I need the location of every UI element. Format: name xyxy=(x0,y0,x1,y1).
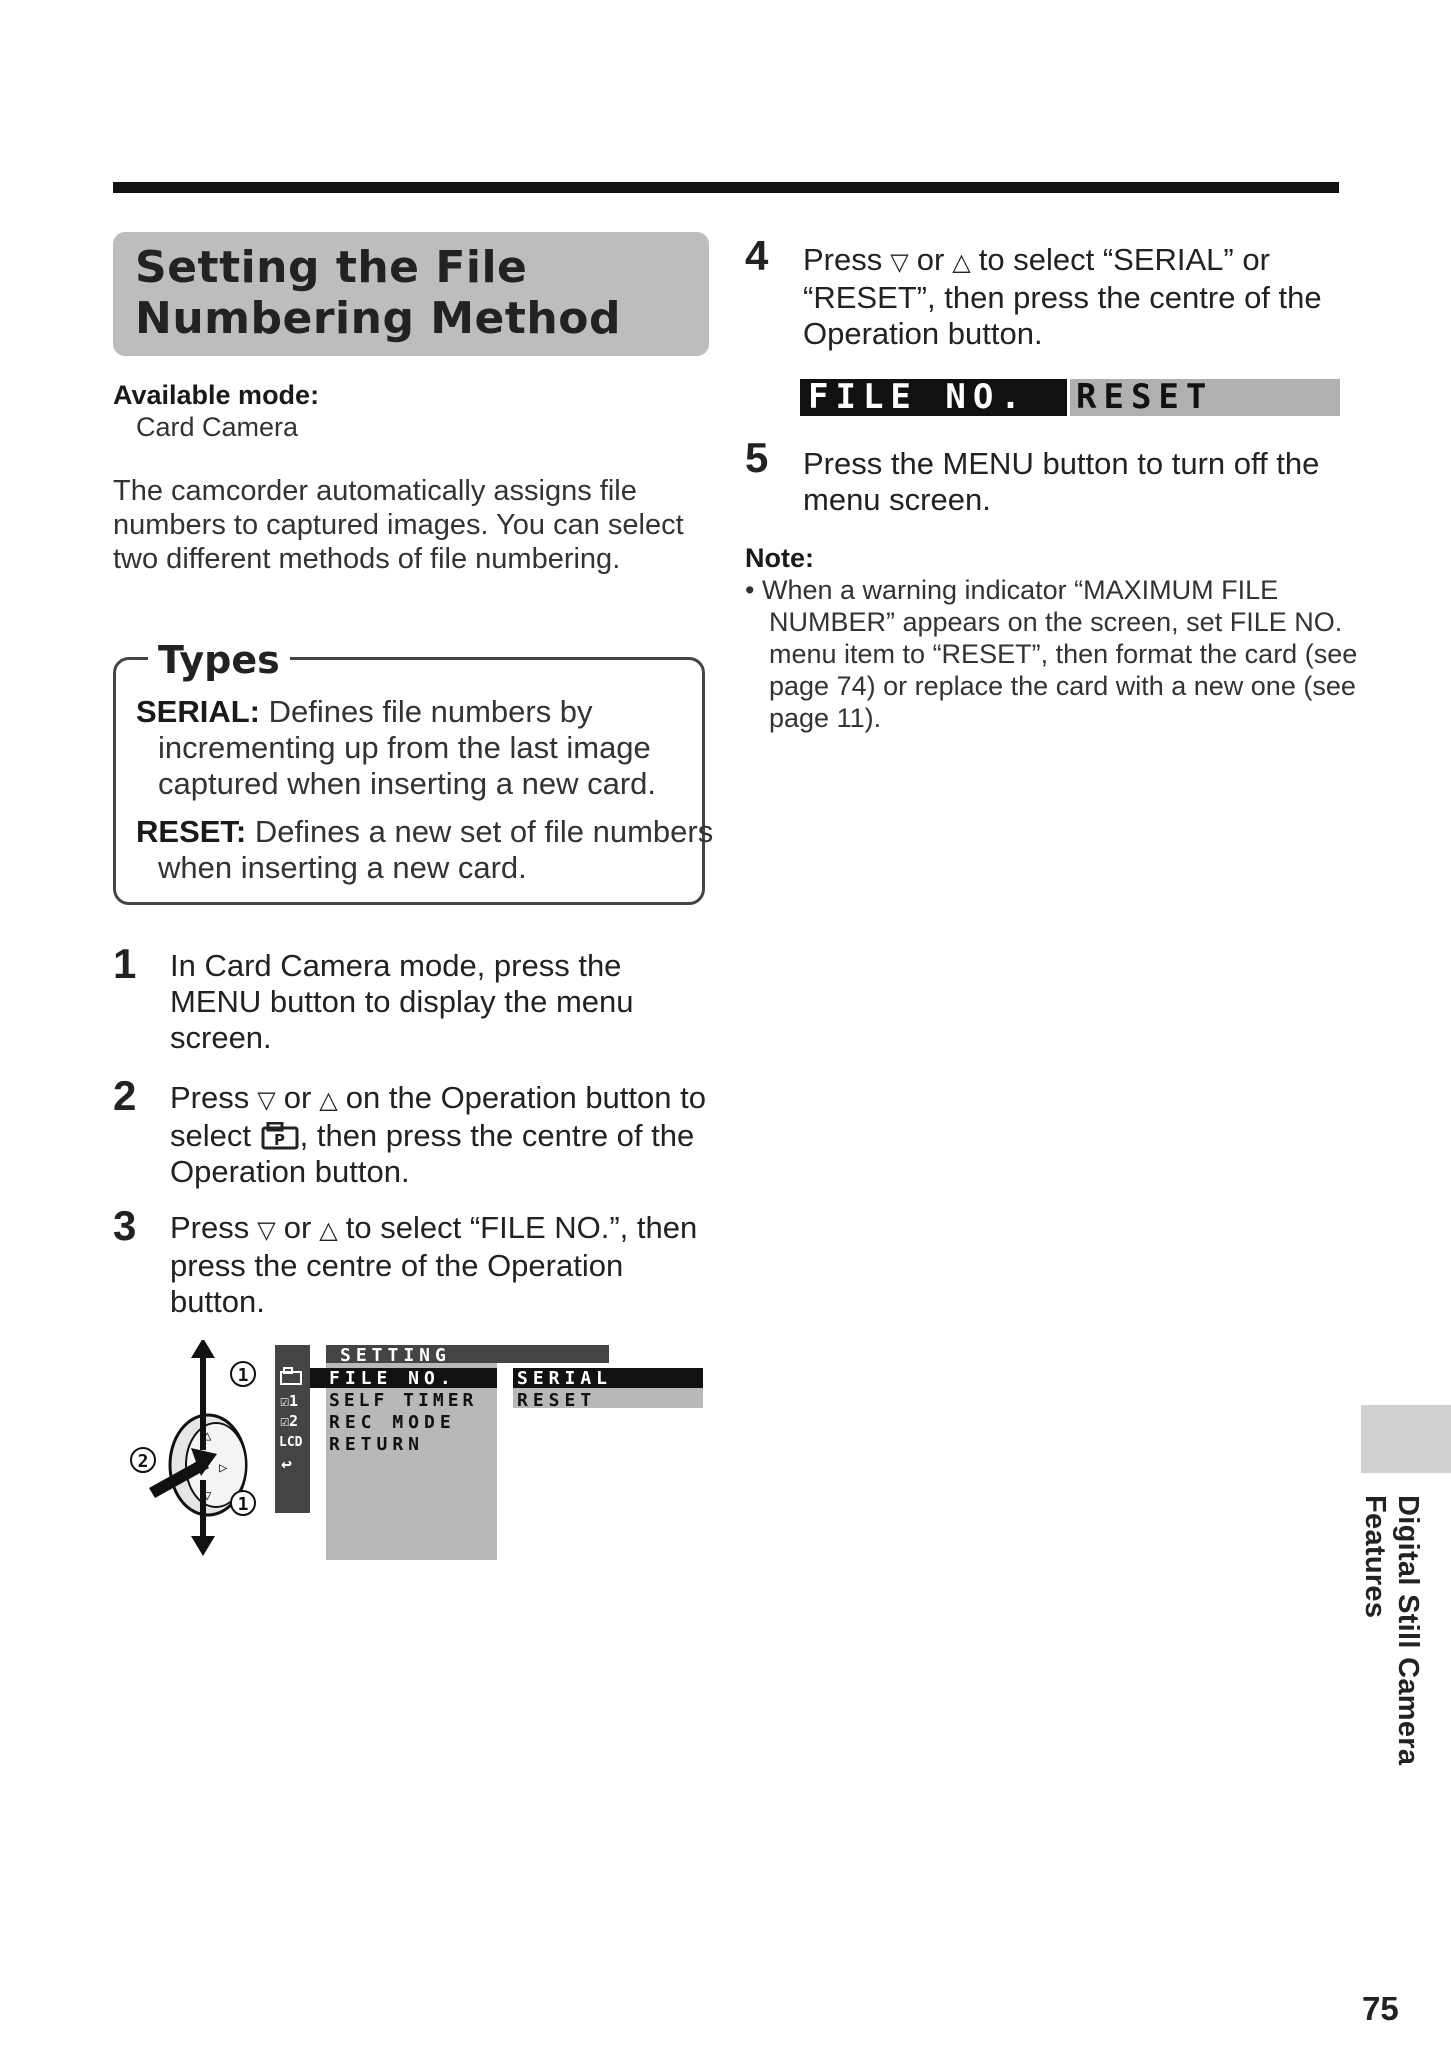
check-icon-2: ☑2 xyxy=(280,1412,299,1430)
step-3-press: Press xyxy=(170,1210,250,1245)
step-5-text: Press the MENU button to turn off the menu screen. xyxy=(803,446,1320,517)
file-no-display xyxy=(800,379,1340,416)
page-title: Setting the File Numbering Method xyxy=(135,242,621,344)
intro-paragraph: The camcorder automatically assigns file numbers to captured images. You can select two different methods of file numbering. xyxy=(113,475,684,575)
step-2-press: Press xyxy=(170,1080,250,1115)
step-3-text xyxy=(170,1210,715,1320)
step-4-or: or xyxy=(916,242,945,277)
check-icon-1: ☑1 xyxy=(280,1392,299,1410)
callout-2-label: 2 xyxy=(137,1451,149,1472)
step-3-or: or xyxy=(283,1210,312,1245)
menu-item-rec-mode: REC MODE xyxy=(329,1412,456,1433)
type-serial xyxy=(136,694,718,802)
type-serial-desc: Defines file numbers by incrementing up from the last image captured when inserting a new card. xyxy=(158,694,657,801)
callout-1-top xyxy=(231,1362,255,1386)
svg-text:▷: ▷ xyxy=(219,1460,228,1476)
svg-text:△: △ xyxy=(203,1428,212,1444)
available-mode-label: Available mode: xyxy=(113,380,320,410)
up-triangle-icon: △ xyxy=(319,1216,338,1244)
up-triangle-icon: △ xyxy=(952,248,971,276)
down-triangle-icon: ▽ xyxy=(257,1086,276,1114)
file-no-item: FILE NO. xyxy=(800,379,1067,416)
step-3-rest: to select “FILE NO.”, then press the centre of the Operation button. xyxy=(170,1210,698,1319)
type-reset xyxy=(136,814,718,886)
up-triangle-icon: △ xyxy=(319,1086,338,1114)
file-no-value: RESET xyxy=(1070,379,1340,416)
page-number: 75 xyxy=(1362,1990,1399,2027)
menu-option-serial: SERIAL xyxy=(517,1368,613,1389)
menu-item-file-no: FILE NO. xyxy=(329,1368,456,1389)
lcd-menu-screen xyxy=(275,1345,703,1560)
callout-2 xyxy=(131,1448,155,1472)
note-label: Note: xyxy=(745,543,814,573)
callout-1-top-label: 1 xyxy=(237,1365,249,1386)
available-mode-value: Card Camera xyxy=(136,412,299,442)
section-title-box xyxy=(113,232,709,356)
callout-1-bottom-label: 1 xyxy=(237,1494,249,1515)
side-tab xyxy=(1361,1405,1451,1473)
type-serial-term: SERIAL: xyxy=(136,694,260,729)
return-icon: ↩ xyxy=(281,1454,292,1475)
step-2-or: or xyxy=(283,1080,312,1115)
menu-header: SETTING xyxy=(340,1345,451,1366)
note-text: • When a warning indicator “MAXIMUM FILE NUMBER” appears on the screen, set FILE NO. menu item to “RESET”, then format the card (see page 74) or replace the card with a new one (see page 11). xyxy=(745,575,1358,733)
lcd-icon: LCD xyxy=(279,1435,303,1450)
callout-1-bottom xyxy=(231,1491,255,1515)
chapter-side-label: Digital Still Camera Features xyxy=(1359,1495,1424,1766)
setting-menu-icon xyxy=(260,1122,300,1150)
step-2-text xyxy=(170,1080,710,1190)
step-4-press: Press xyxy=(803,242,883,277)
step-4-rest: to select “SERIAL” or “RESET”, then press the centre of the Operation button. xyxy=(803,242,1322,351)
down-triangle-icon: ▽ xyxy=(257,1216,276,1244)
type-reset-term: RESET: xyxy=(136,814,247,849)
step-2-number: 2 xyxy=(113,1072,137,1119)
down-triangle-icon: ▽ xyxy=(890,248,909,276)
types-heading: Types xyxy=(148,637,290,683)
step-3-number: 3 xyxy=(113,1202,137,1249)
menu-item-self-timer: SELF TIMER xyxy=(329,1390,478,1411)
top-rule xyxy=(113,182,1339,193)
svg-text:▽: ▽ xyxy=(203,1488,212,1504)
svg-text:P: P xyxy=(273,1131,285,1149)
step-4-number: 4 xyxy=(745,232,769,279)
menu-option-reset: RESET xyxy=(517,1390,597,1411)
step-2-end: , then press the centre of the Operation button. xyxy=(170,1118,695,1189)
step-1-text: In Card Camera mode, press the MENU button to display the menu screen. xyxy=(170,948,634,1055)
step-2-mid: on the Operation button to select xyxy=(170,1080,706,1153)
step-1-number: 1 xyxy=(113,940,137,987)
menu-item-return: RETURN xyxy=(329,1434,425,1455)
type-reset-desc: Defines a new set of file numbers when inserting a new card. xyxy=(158,814,714,885)
step-5-number: 5 xyxy=(745,434,769,481)
step-4-text xyxy=(803,242,1348,352)
menu-diagram xyxy=(113,1340,713,1560)
